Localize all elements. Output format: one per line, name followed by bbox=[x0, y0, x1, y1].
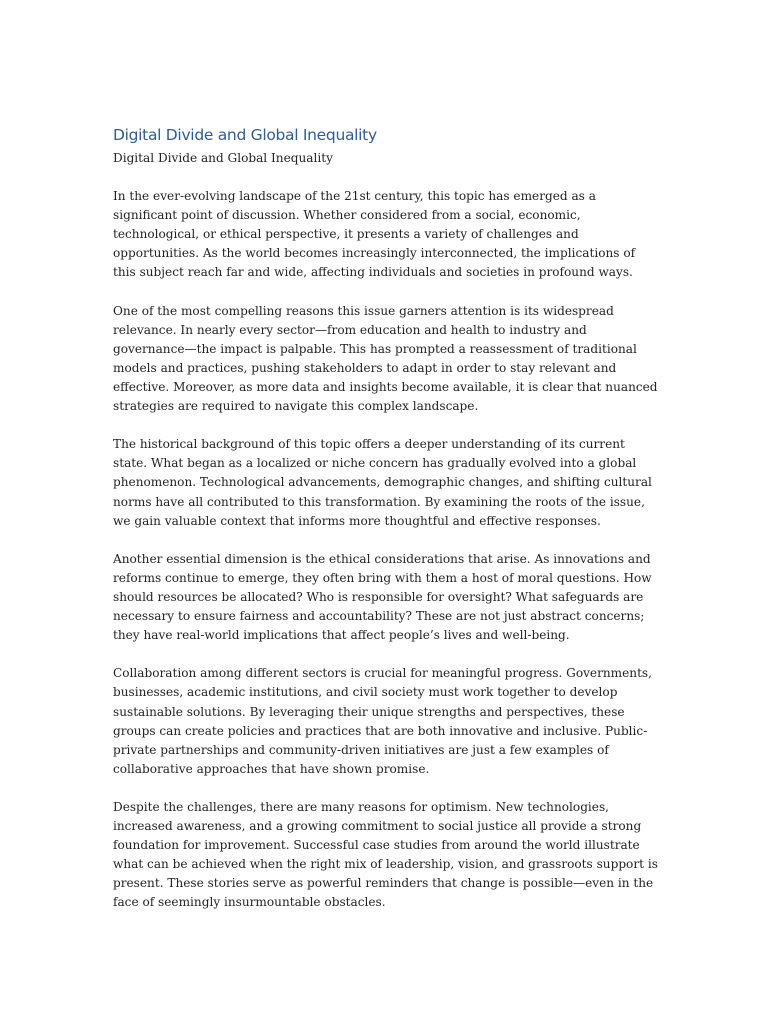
document-subtitle: Digital Divide and Global Inequality bbox=[113, 151, 333, 165]
paragraph-intro: In the ever-evolving landscape of the 21st century, this topic has emerged as a significant point of discussion. Whether considered from a social, economic, technological, or ethical perspective, it presents a variety of challenges and opportunities. As the world becomes increasingly interconnected, the implications of this subject reach far and wide, affecting individuals and societies in profound ways. bbox=[113, 189, 636, 280]
paragraph-collaboration: Collaboration among different sectors is crucial for meaningful progress. Governments, businesses, academic institutions, and civil society must work together to develop sustainable solutions. By leveraging their unique strengths and perspectives, these groups can create policies and practices that are both innovative and inclusive. Public-private partnerships and community-driven initiatives are just a few examples of collaborative approaches that have shown promise. bbox=[113, 666, 652, 776]
document-title: Digital Divide and Global Inequality bbox=[113, 126, 377, 144]
paragraph-history: The historical background of this topic offers a deeper understanding of its current state. What began as a localized or niche concern has gradually evolved into a global phenomenon. Technological advancements, demographic changes, and shifting cultural norms have all contributed to this transformation. By examining the roots of the issue, we gain valuable context that informs more thoughtful and effective responses. bbox=[113, 437, 652, 528]
paragraph-relevance: One of the most compelling reasons this issue garners attention is its widespread relevance. In nearly every sector—from education and health to industry and governance—the impact is palpable. This has prompted a reassessment of traditional models and practices, pushing stakeholders to adapt in order to stay relevant and effective. Moreover, as more data and insights become available, it is clear that nuanced strategies are required to navigate this complex landscape. bbox=[113, 303, 658, 414]
document-page bbox=[113, 124, 658, 932]
paragraph-optimism: Despite the challenges, there are many reasons for optimism. New technologies, increased awareness, and a growing commitment to social justice all provide a strong foundation for improvement. Successful case studies from around the world illustrate what can be achieved when the right mix of leadership, vision, and grassroots support is present. These stories serve as powerful reminders that change is possible—even in the face of seemingly insurmountable obstacles. bbox=[113, 800, 658, 910]
paragraph-ethics: Another essential dimension is the ethical considerations that arise. As innovations and reforms continue to emerge, they often bring with them a host of moral questions. How should resources be allocated? Who is responsible for oversight? What safeguards are necessary to ensure fairness and accountability? These are not just abstract concerns; they have real-world implications that affect people’s lives and well-being. bbox=[113, 551, 652, 643]
